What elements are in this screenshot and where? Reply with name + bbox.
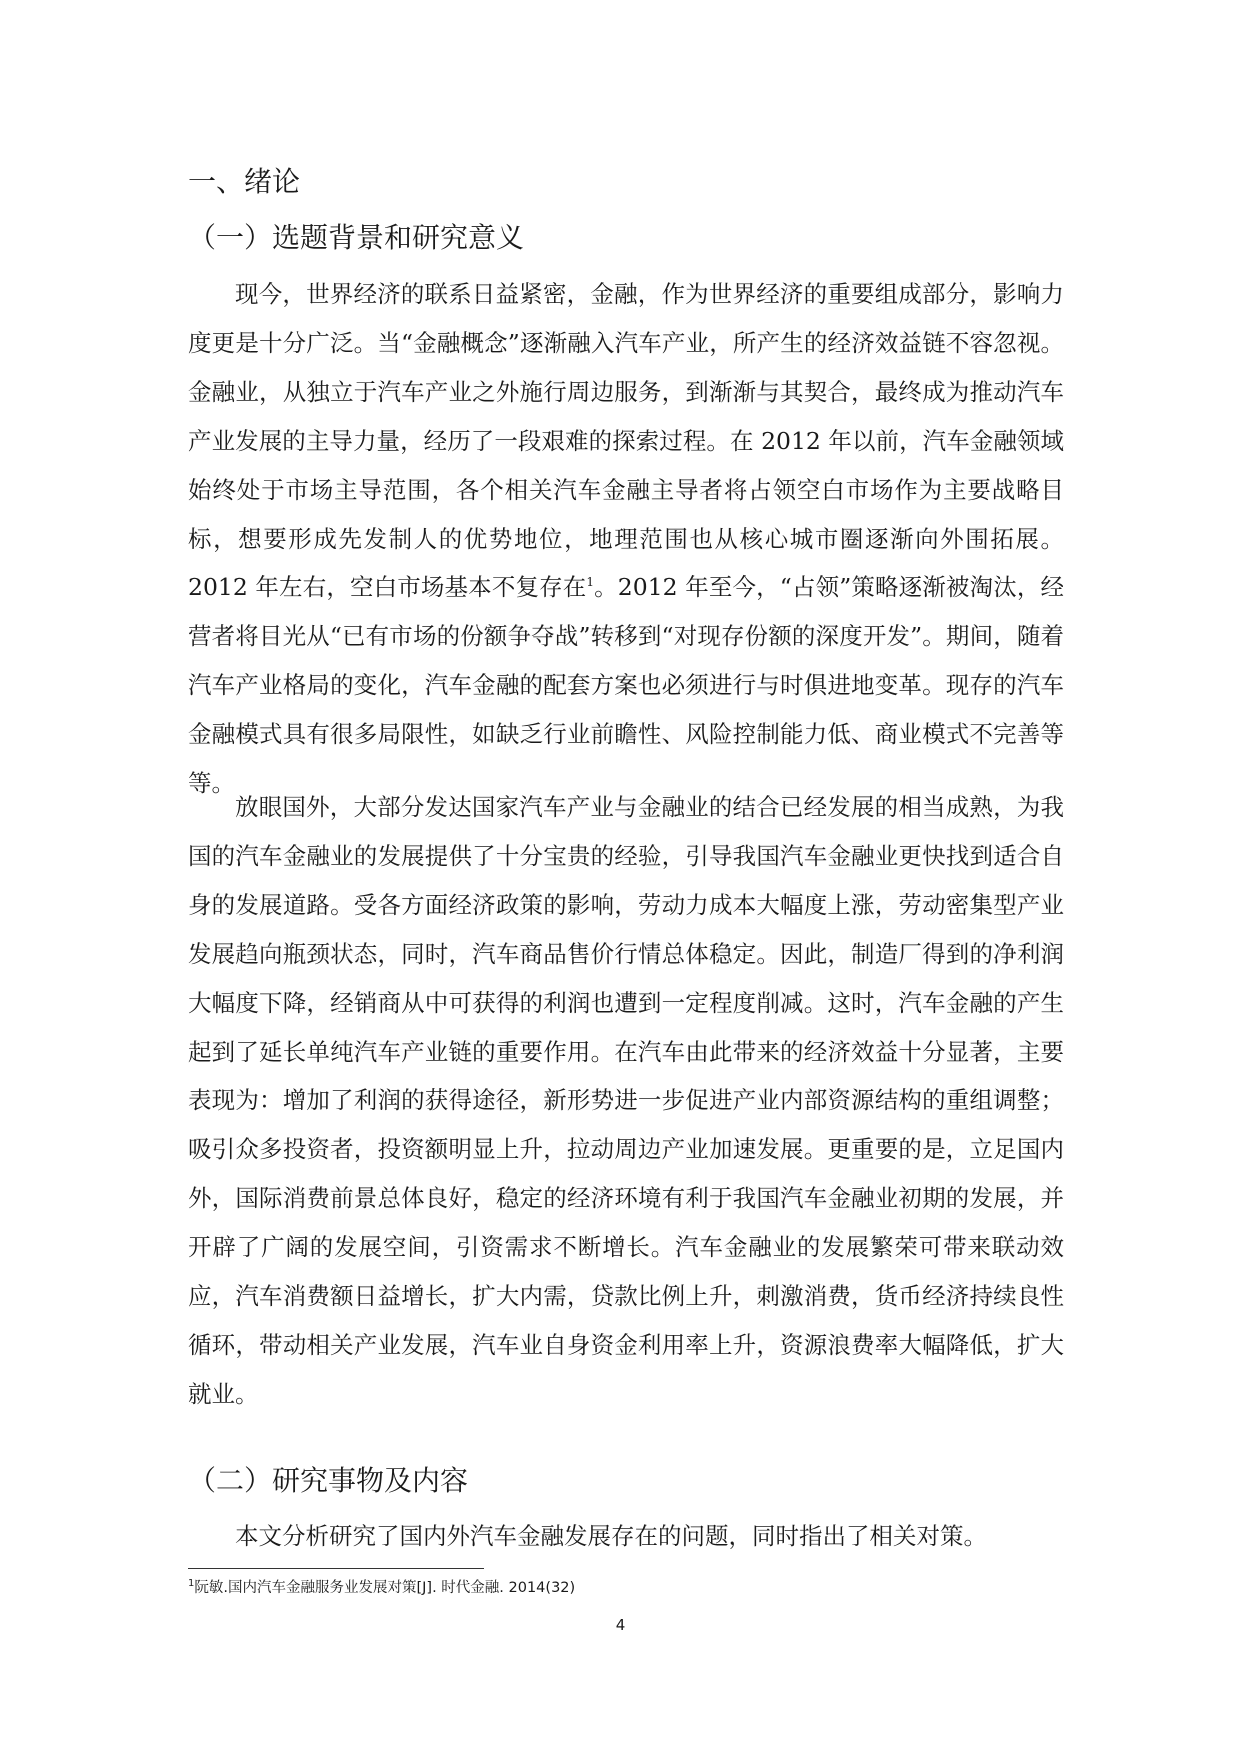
paragraph-text: 。2012 年至今，“占领”策略逐渐被淘汰，经营者将目光从“已有市场的份额争夺战”转移到“对现存份额的深度开发”。期间，随着汽车产业格局的变化，汽车金融的配套方案也必须进行与时俱进地变革。现存的汽车金融模式具有很多局限性，如缺乏行业前瞻性、风险控制能力低、商业模式不完善等等。 bbox=[188, 573, 1064, 798]
footnote-reference[interactable]: 1 bbox=[586, 575, 595, 590]
paragraph-background bbox=[188, 270, 1064, 808]
paragraph-foreign-experience: 放眼国外，大部分发达国家汽车产业与金融业的结合已经发展的相当成熟，为我国的汽车金融业的发展提供了十分宝贵的经验，引导我国汽车金融业更快找到适合自身的发展道路。受各方面经济政策的影响，劳动力成本大幅度上涨，劳动密集型产业发展趋向瓶颈状态，同时，汽车商品售价行情总体稳定。因此，制造厂得到的净利润大幅度下降，经销商从中可获得的利润也遭到一定程度削减。这时，汽车金融的产生起到了延长单纯汽车产业链的重要作用。在汽车由此带来的经济效益十分显著，主要表现为：增加了利润的获得途径，新形势进一步促进产业内部资源结构的重组调整；吸引众多投资者，投资额明显上升，拉动周边产业加速发展。更重要的是，立足国内外，国际消费前景总体良好，稳定的经济环境有利于我国汽车金融业初期的发展，并开辟了广阔的发展空间，引资需求不断增长。汽车金融业的发展繁荣可带来联动效应，汽车消费额日益增长，扩大内需，贷款比例上升，刺激消费，货币经济持续良性循环，带动相关产业发展，汽车业自身资金利用率上升，资源浪费率大幅降低，扩大就业。 bbox=[188, 793, 1064, 1408]
footnote bbox=[188, 1577, 575, 1599]
page-number: 4 bbox=[615, 1616, 626, 1634]
paragraph-text: 现今，世界经济的联系日益紧密，金融，作为世界经济的重要组成部分，影响力度更是十分广泛。当“金融概念”逐渐融入汽车产业，所产生的经济效益链不容忽视。金融业，从独立于汽车产业之外施行周边服务，到渐渐与其契合，最终成为推动汽车产业发展的主导力量，经历了一段艰难的探索过程。在 2012 年以前，汽车金融领域始终处于市场主导范围，各个相关汽车金融主导者将占领空白市场作为主要战略目标，想要形成先发制人的优势地位，地理范围也从核心城市圈逐渐向外围拓展。2012 年左右，空白市场基本不复存在 bbox=[188, 280, 1064, 602]
subsection-heading-background: （一）选题背景和研究意义 bbox=[188, 221, 525, 254]
paragraph-content: 本文分析研究了国内外汽车金融发展存在的问题，同时指出了相关对策。 bbox=[235, 1522, 987, 1550]
subsection-heading-content: （二）研究事物及内容 bbox=[188, 1464, 469, 1497]
footnote-text: 阮敏.国内汽车金融服务业发展对策[J]. 时代金融. 2014(32) bbox=[194, 1580, 576, 1596]
section-heading: 一、绪论 bbox=[188, 165, 301, 198]
footnote-separator bbox=[188, 1568, 484, 1569]
footnote-number: 1 bbox=[188, 1578, 195, 1590]
